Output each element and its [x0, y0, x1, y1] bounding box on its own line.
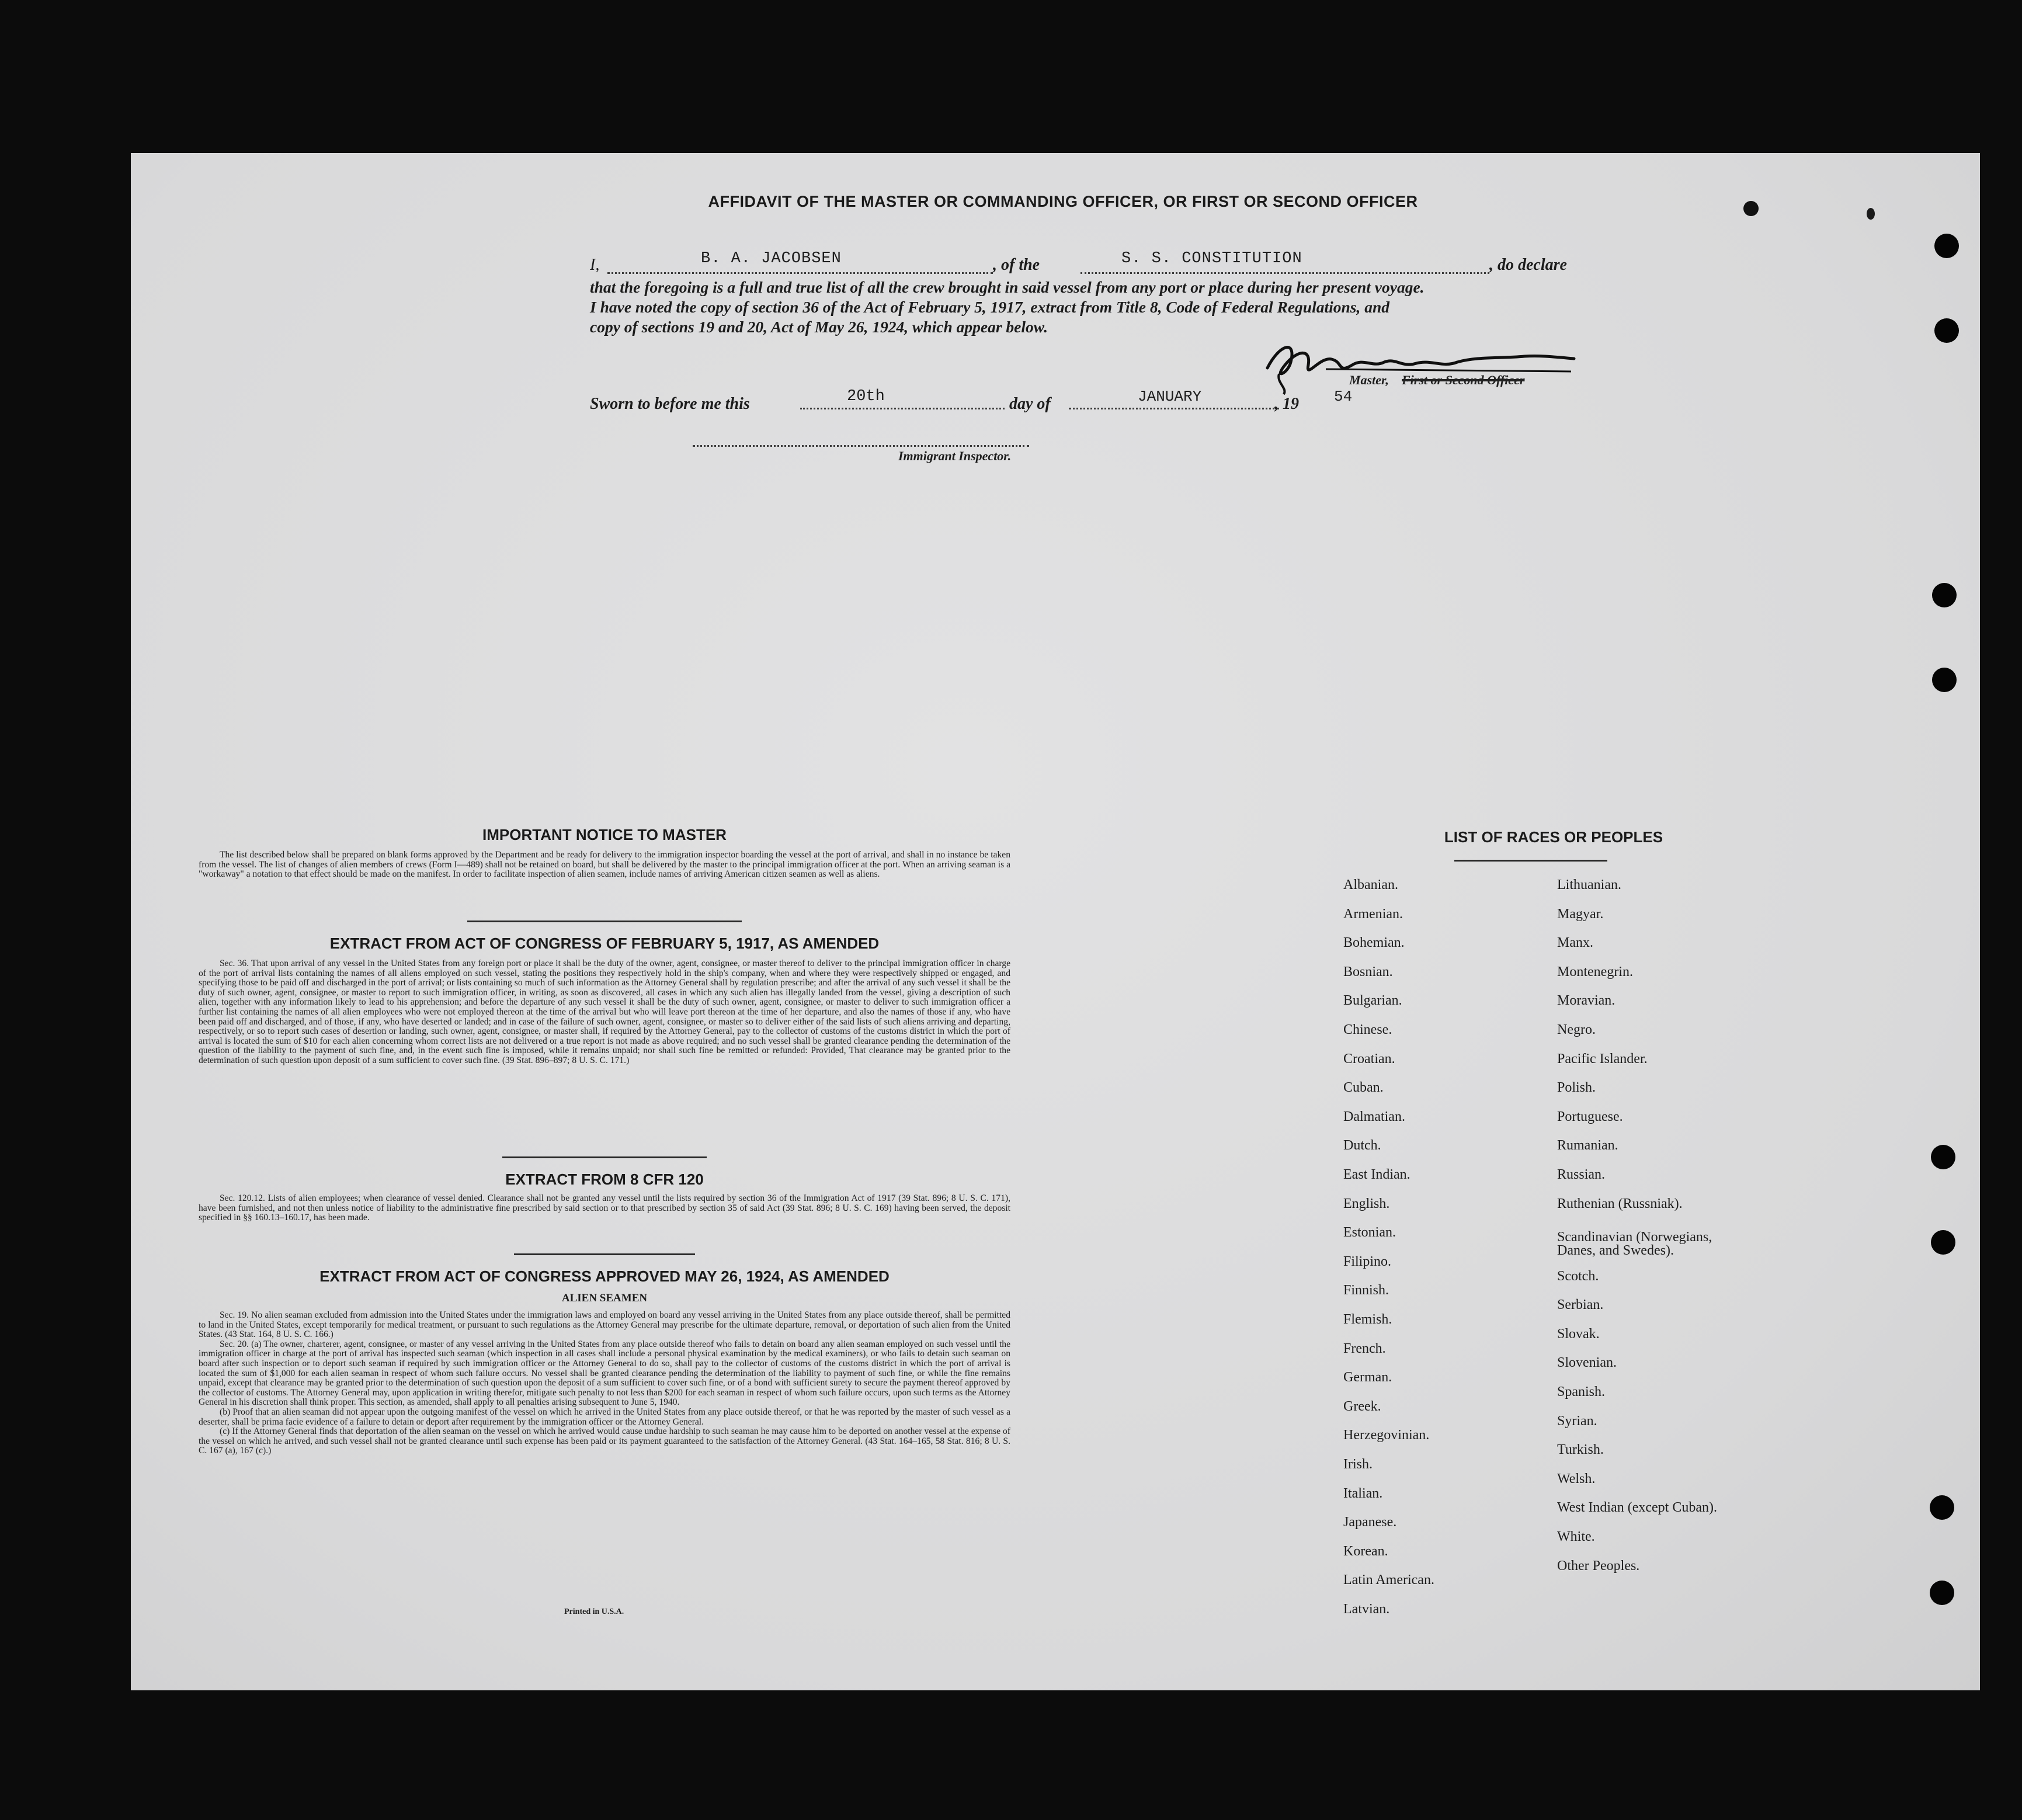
race-item: Flemish.: [1343, 1312, 1392, 1327]
extract-1917-paragraph: Sec. 36. That upon arrival of any vessel in the United States from any foreign port or place it shall be the duty of the owner, agent, consignee, or master thereof to deliver to the principal immigration officer in charge of the port of arrival lists containing the names of all aliens employed on such vessel, stating the positions they respectively hold in the ship's company, when and where they were respectively shipped or engaged, and specifying those to be paid off and discharged in the port of arrival; or lists containing so much of such information as the Attorney General shall by regulation prescribe; and after the arrival of any such vessel it shall be the duty of such owner, agent, consignee, or master to report to such immigration officer, in writing, as soon as discovered, all cases in which any such alien has illegally landed from the vessel, giving a description of such alien, together with any information likely to lead to his apprehension; and before the departure of any such vessel it shall be the duty of such owner, agent, consignee, or master to deliver to such immigration officer a further list containing the names of all alien employees who were not employed thereon at the time of the arrival but who will leave port thereon at the time of her departure, and also the names of those if any, who have been paid off and discharged, and of those, if any, who have deserted or landed; and in case of the failure of such owner, agent, consignee, or master so to deliver either of the said lists of such aliens arriving and departing, respectively, or so to report such cases of desertion or landing, such owner, agent, consignee, or master shall, if required by the Attorney General, pay to the collector of customs of the customs district in which the port of arrival is located the sum of $10 for each alien concerning whom correct lists are not delivered or a true report is not made as above required; and no such vessel shall be granted clearance pending the determination of the question of the liability to the payment of such fine, and, in the event such fine is imposed, while it remains unpaid; nor shall such fine be remitted or refunded: Provided, That clearance may be granted prior to the determination of such question upon deposit of a sum sufficient to cover such fine. (39 Stat. 896–897; 8 U. S. C. 171.): [199, 958, 1010, 1065]
sworn-month-line: [1069, 408, 1279, 409]
extract-cfr-heading: EXTRACT FROM 8 CFR 120: [505, 1171, 704, 1188]
race-item: Irish.: [1343, 1457, 1373, 1472]
race-item: Montenegrin.: [1557, 964, 1633, 980]
race-item: Welsh.: [1557, 1471, 1596, 1486]
race-item: Magyar.: [1557, 906, 1604, 922]
affidavit-line-2: that the foregoing is a full and true list of all the crew brought in said vessel from any port or place during her present voyage.: [590, 278, 1425, 296]
extract-1924-para-2: Sec. 20. (a) The owner, charterer, agent, consignee, or master of any vessel arriving in the United States from any place outside thereof who fails to detain on board any alien seaman employed on such vessel until the immigration officer in charge at the port of arrival has inspected such seaman (which inspection in all cases shall include a personal physical examination by the medical examiners), or who fails to detain such seaman on board after such inspection or to deport such seaman if required by such immigration officer or the Attorney General to do so, shall pay to the collector of customs of the customs district in which the port of arrival is located the sum of $1,000 for each alien seaman in respect of whom such failure occurs. No vessel shall be granted clearance pending the determination of the liability to payment of such fine, or while the fine remains unpaid, except that clearance may be granted prior to the determination of such question upon the deposit of a sum sufficient to cover such fine, or of a bond with sufficient surety to secure the payment thereof approved by the collector of customs. The Attorney General may, upon application in writing therefor, mitigate such penalty to not less than $200 for each seaman in respect of whom such failure occurs, upon such terms as the Attorney General in his discretion shall think proper. This section, as amended, shall apply to all penalties arising subsequent to June 5, 1940.: [199, 1339, 1010, 1408]
race-item: Syrian.: [1557, 1413, 1597, 1429]
race-item: Cuban.: [1343, 1080, 1384, 1096]
race-item: Russian.: [1557, 1167, 1606, 1182]
affidavit-line-3: I have noted the copy of section 36 of the Act of February 5, 1917, extract from Title 8, Code of Federal Regulations, and: [590, 298, 1390, 316]
sworn-day-line: [800, 408, 1005, 409]
binder-hole: [1932, 583, 1957, 607]
race-item: Chinese.: [1343, 1022, 1392, 1037]
race-item: Croatian.: [1343, 1051, 1395, 1067]
race-item: Korean.: [1343, 1543, 1388, 1559]
signature-title-struck: First or Second Officer: [1402, 373, 1525, 387]
section-divider: [514, 1253, 695, 1255]
race-item: Finnish.: [1343, 1283, 1389, 1298]
race-item: Serbian.: [1557, 1297, 1604, 1313]
pronoun-i: I,: [590, 256, 600, 274]
extract-1924-heading: EXTRACT FROM ACT OF CONGRESS APPROVED MAY 26, 1924, AS AMENDED: [319, 1267, 890, 1285]
year-prefix: , 19: [1274, 395, 1299, 413]
do-declare-label: , do declare: [1489, 256, 1567, 274]
notice-text: [199, 850, 1010, 880]
sworn-day-field: 20th: [847, 388, 885, 405]
vessel-name-field: S. S. CONSTITUTION: [1121, 250, 1302, 268]
binder-hole: [1930, 1581, 1954, 1605]
inspector-label: Immigrant Inspector.: [898, 449, 1012, 463]
extract-1924-para-1: Sec. 19. No alien seaman excluded from admission into the United States under the immigration laws and employed on board any vessel arriving in the United States from any place outside thereof, shall be permitted to land in the United States, except temporarily for medical treatment, or pursuant to such regulations as the Attorney General may prescribe for the ultimate departure, removal, or deportation of such alien from the United States. (43 Stat. 164, 8 U. S. C. 166.): [199, 1310, 1010, 1340]
race-item: Italian.: [1343, 1485, 1383, 1501]
race-item: Other Peoples.: [1557, 1558, 1640, 1574]
binder-hole: [1934, 234, 1959, 258]
race-item: Turkish.: [1557, 1442, 1604, 1458]
extract-1924-subheading: ALIEN SEAMEN: [561, 1292, 648, 1304]
extract-cfr-text: [199, 1194, 1010, 1223]
extract-1924-para-3: (b) Proof that an alien seaman did not appear upon the outgoing manifest of the vessel on which he arrived in the United States from any place outside thereof, or that he was reported by the master of such vessel as a deserter, shall be prima facie evidence of a failure to detain or deport after requirement by the immigration officer or the Attorney General.: [199, 1406, 1010, 1427]
race-item: Filipino.: [1343, 1253, 1392, 1269]
race-item: Armenian.: [1343, 906, 1403, 922]
race-item: Latvian.: [1343, 1602, 1390, 1617]
race-item: German.: [1343, 1370, 1392, 1385]
race-item: Pacific Islander.: [1557, 1051, 1648, 1067]
race-item: Scandinavian (Norwegians, Danes, and Swedes).: [1557, 1229, 1712, 1259]
binder-hole: [1934, 318, 1959, 343]
year-suffix-field: 54: [1334, 388, 1353, 405]
punch-mark: [1867, 208, 1875, 220]
binder-hole: [1931, 1230, 1955, 1255]
race-item: Albanian.: [1343, 877, 1398, 892]
section-divider: [502, 1156, 707, 1158]
race-item: Slovak.: [1557, 1326, 1600, 1342]
race-item: Bohemian.: [1343, 935, 1405, 951]
extract-1924-para-4: (c) If the Attorney General finds that deportation of the alien seaman on the vessel on which he arrived would cause undue hardship to such seaman he may cause him to be deported on another vessel at the expense of the vessel on which he arrived, and such vessel shall not be granted clearance until such expense has been paid or its payment guaranteed to the satisfaction of the Attorney General. (43 Stat. 164–165, 58 Stat. 816; 8 U. S. C. 167 (a), 167 (c).): [199, 1426, 1010, 1456]
race-item: Japanese.: [1343, 1515, 1397, 1530]
race-item: Estonian.: [1343, 1225, 1396, 1241]
race-item: Lithuanian.: [1557, 877, 1621, 892]
race-item: Portuguese.: [1557, 1109, 1623, 1124]
section-divider: [467, 921, 742, 922]
race-item: Rumanian.: [1557, 1138, 1618, 1154]
race-item: Dalmatian.: [1343, 1109, 1405, 1124]
extract-cfr-paragraph: Sec. 120.12. Lists of alien employees; when clearance of vessel denied. Clearance shall not be granted any vessel until the lists required by section 36 of the Immigration Act of 1917 (39 Stat. 896; 8 U. S. C. 171), have been furnished, and not then unless notice of liability to the administrative fine prescribed by said section or to that prescribed by section 35 of said Act (39 Stat. 896; 8 U. S. C. 169) having been served, the deposit specified in §§ 160.13–160.17, has been made.: [199, 1193, 1010, 1223]
printed-in-usa: Printed in U.S.A.: [564, 1607, 624, 1616]
race-item: Dutch.: [1343, 1138, 1381, 1154]
document-page: [131, 153, 1980, 1690]
inspector-signature-line: [693, 445, 1029, 447]
name-field-line: [607, 272, 993, 274]
binder-hole: [1930, 1495, 1954, 1520]
race-item: Scotch.: [1557, 1268, 1599, 1284]
affidavit-title: AFFIDAVIT OF THE MASTER OR COMMANDING OFFICER, OR FIRST OR SECOND OFFICER: [708, 193, 1418, 210]
race-item: French.: [1343, 1340, 1386, 1356]
binder-hole: [1932, 668, 1957, 692]
extract-1917-heading: EXTRACT FROM ACT OF CONGRESS OF FEBRUARY 5, 1917, AS AMENDED: [329, 935, 880, 952]
sworn-prefix: Sworn to before me this: [590, 395, 750, 413]
race-item: Moravian.: [1557, 993, 1615, 1009]
race-item: Manx.: [1557, 935, 1593, 951]
race-item: Herzegovinian.: [1343, 1427, 1430, 1443]
races-heading: LIST OF RACES OR PEOPLES: [1444, 828, 1663, 846]
affidavit-line-4: copy of sections 19 and 20, Act of May 26, 1924, which appear below.: [590, 318, 1048, 336]
races-heading-rule: [1454, 860, 1607, 862]
race-item: Greek.: [1343, 1398, 1381, 1414]
race-item: Slovenian.: [1557, 1355, 1617, 1371]
race-item: Ruthenian (Russniak).: [1557, 1196, 1683, 1211]
race-item: Negro.: [1557, 1022, 1596, 1037]
race-item: Latin American.: [1343, 1572, 1434, 1588]
master-name-field: B. A. JACOBSEN: [701, 250, 842, 268]
extract-1924-text: [199, 1311, 1010, 1456]
signature-title-master: Master,: [1349, 373, 1389, 387]
race-item: Polish.: [1557, 1080, 1596, 1096]
race-item: Bosnian.: [1343, 964, 1393, 980]
of-the-label: , of the: [993, 256, 1040, 274]
race-item: Spanish.: [1557, 1384, 1606, 1399]
punch-mark: [1743, 201, 1759, 216]
notice-paragraph: The list described below shall be prepared on blank forms approved by the Department and be ready for delivery to the immigration inspector boarding the vessel at the port of arrival, and shall in no instance be taken from the vessel. The list of changes of alien members of crews (Form I—489) shall not be retained on board, but shall be delivered by the master to the principal immigration officer at the port. When an arriving seaman is a "workaway" a notation to that effect should be made on the manifest. In order to facilitate inspection of alien seamen, include names of arriving American citizen seamen as well as aliens.: [199, 850, 1010, 880]
extract-1917-text: [199, 959, 1010, 1066]
day-of-label: day of: [1009, 395, 1051, 413]
sworn-month-field: JANUARY: [1138, 388, 1202, 405]
race-item: West Indian (except Cuban).: [1557, 1500, 1717, 1516]
notice-heading: IMPORTANT NOTICE TO MASTER: [482, 826, 727, 843]
vessel-field-line: [1081, 272, 1489, 274]
race-item: Bulgarian.: [1343, 993, 1402, 1009]
race-item: East Indian.: [1343, 1167, 1410, 1182]
binder-hole: [1931, 1145, 1955, 1169]
race-item: English.: [1343, 1196, 1390, 1211]
race-item: White.: [1557, 1529, 1595, 1544]
